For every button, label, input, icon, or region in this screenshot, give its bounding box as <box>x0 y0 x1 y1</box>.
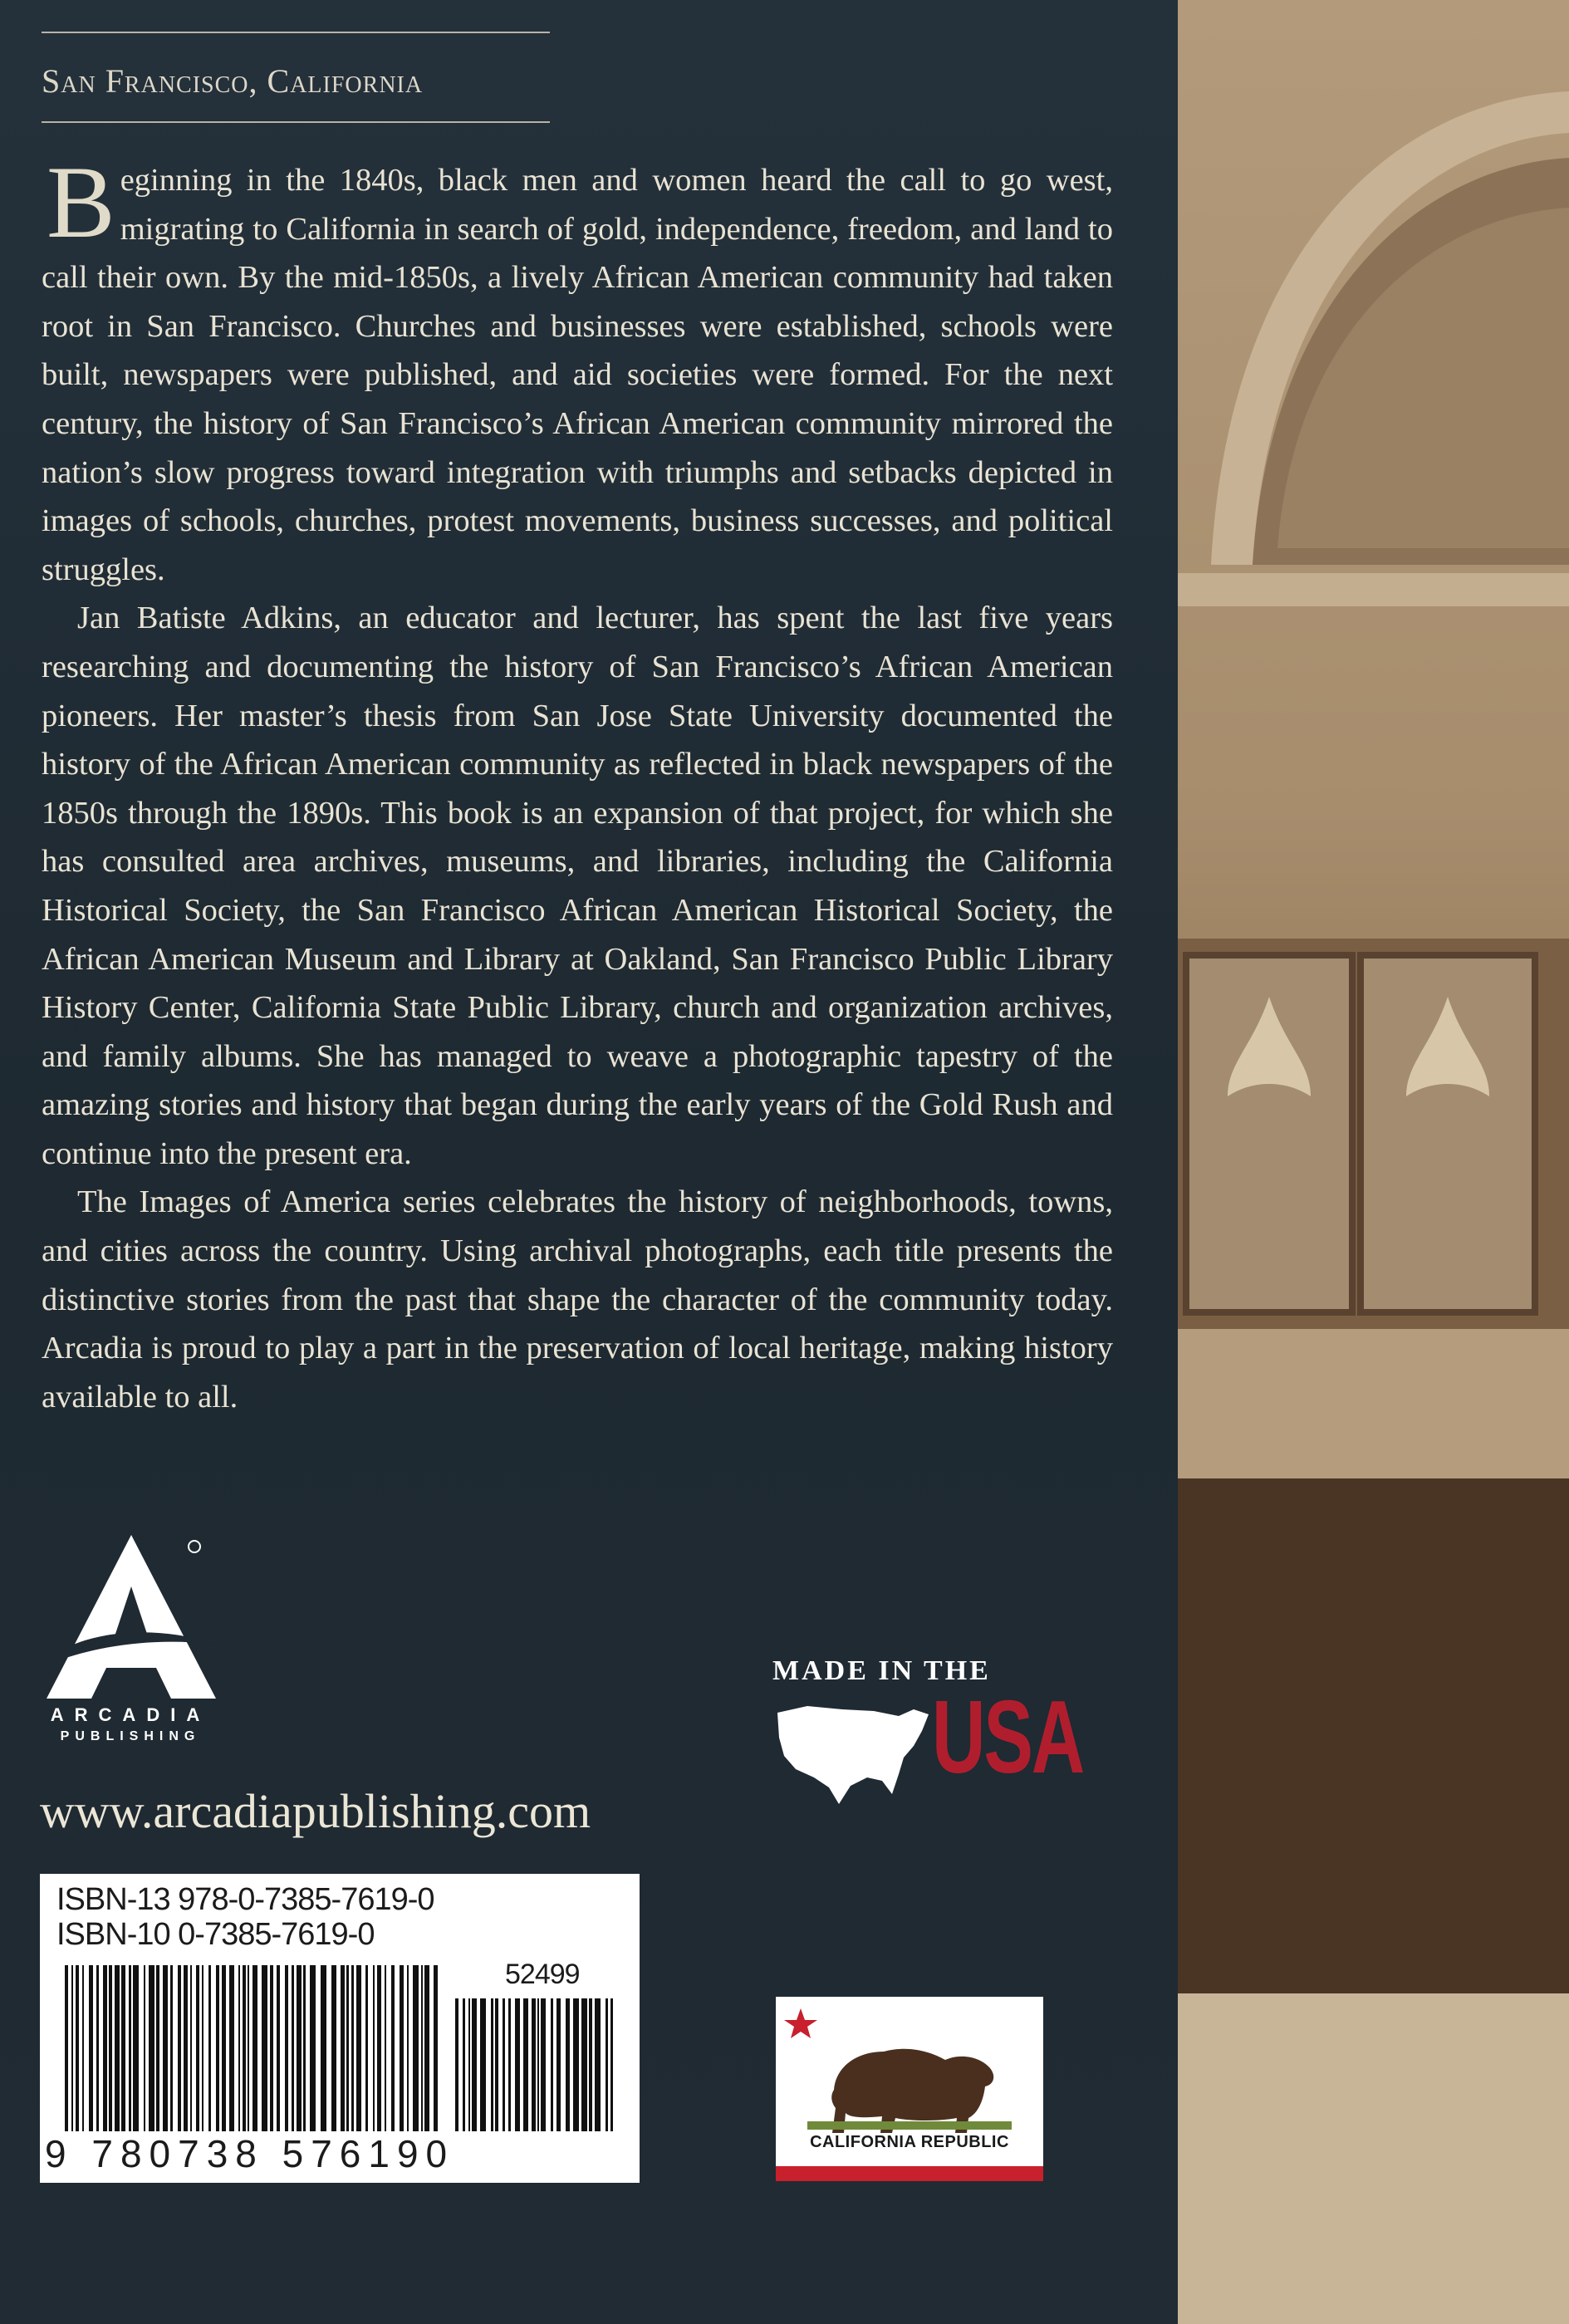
blurb-paragraph-1-text: eginning in the 1840s, black men and women heard the call to go west, migrating to California in search of gold, independence, freedom, and land to call their own. By the mid-1850s, a lively African American community had taken root in San Francisco. Churches and businesses were established, schools were built, newspapers were published, and aid societies were formed. For the next century, the history of San Francisco’s African American community mirrored the nation’s slow progress toward integration with triumphs and setbacks depicted in images of schools, churches, protest movements, business successes, and political struggles. <box>42 163 1113 587</box>
publisher-website-link[interactable]: www.arcadiapublishing.com <box>40 1784 591 1838</box>
sepia-church-photo <box>1178 0 1569 2324</box>
barcode-digits: 9 780738 576190 <box>45 2132 455 2175</box>
header-rule <box>42 121 550 123</box>
isbn-barcode-box <box>40 1874 640 2183</box>
california-bear-icon <box>776 1997 1043 2181</box>
isbn-10-label: ISBN-10 0-7385-7619-0 <box>56 1917 375 1952</box>
drop-cap: B <box>47 145 115 259</box>
publisher-tagline: PUBLISHING <box>60 1729 201 1743</box>
blurb-paragraph-3: The Images of America series celebrates the history of neighborhoods, towns, and cities across the country. Using archival photographs, each title presents the distinctive stories from the past that shape the character of the community today. Arcadia is proud to play a part in the preservation of local heritage, making history available to all. <box>42 1184 1113 1415</box>
made-in-label: MADE IN THE <box>772 1655 991 1686</box>
flag-red-stripe <box>776 2166 1043 2181</box>
addon-barcode-icon <box>455 1998 613 2131</box>
main-barcode-icon <box>65 1965 439 2131</box>
isbn-13-label: ISBN-13 978-0-7385-7619-0 <box>56 1882 434 1917</box>
california-republic-label: CALIFORNIA REPUBLIC <box>810 2133 1009 2151</box>
publisher-name: ARCADIA <box>50 1704 211 1725</box>
blurb-paragraph-1 <box>42 145 1113 594</box>
location-title: San Francisco, California <box>42 62 424 100</box>
price-code-label: 52499 <box>505 1959 580 1990</box>
california-flag <box>776 1997 1043 2181</box>
top-rule <box>42 32 550 33</box>
usa-map-icon <box>774 1694 932 1811</box>
blurb-text <box>42 145 1113 1421</box>
usa-label: USA <box>932 1680 1084 1795</box>
blurb-paragraph-2: Jan Batiste Adkins, an educator and lecturer, has spent the last five years researching and documenting the history of San Francisco’s African American pioneers. Her master’s thesis from San Jose State University documented the history of the African American community as reflected in black newspapers of the 1850s through the 1890s. This book is an expansion of that project, for which she has consulted area archives, museums, and libraries, including the California Historical Society, the San Francisco African American Historical Society, the African American Museum and Library at Oakland, San Francisco Public Library History Center, California State Public Library, church and organization archives, and family albums. She has managed to weave a photographic tapestry of the amazing stories and history that began during the early years of the Gold Rush and continue into the present era. <box>42 601 1113 1171</box>
